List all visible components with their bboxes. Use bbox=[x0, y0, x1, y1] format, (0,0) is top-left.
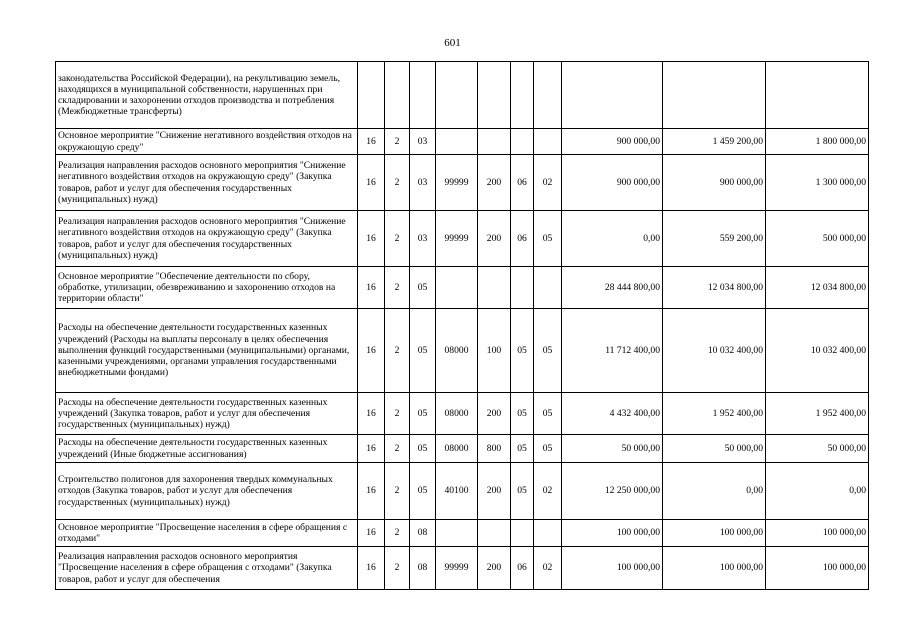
amount-year-3: 100 000,00 bbox=[766, 547, 869, 590]
program-code: 16 bbox=[358, 547, 385, 590]
program-code: 16 bbox=[358, 155, 385, 211]
program-code: 16 bbox=[358, 393, 385, 435]
subprogram-code: 2 bbox=[385, 520, 410, 547]
section-code: 06 bbox=[511, 211, 534, 267]
program-code bbox=[358, 62, 385, 129]
event-code: 05 bbox=[410, 267, 436, 309]
expense-type-code: 800 bbox=[478, 435, 511, 463]
subprogram-code: 2 bbox=[385, 435, 410, 463]
event-code: 05 bbox=[410, 463, 436, 520]
table-row bbox=[56, 62, 869, 129]
subprogram-code: 2 bbox=[385, 309, 410, 393]
direction-code bbox=[436, 520, 478, 547]
table-row bbox=[56, 393, 869, 435]
subsection-code: 05 bbox=[534, 309, 562, 393]
amount-year-1: 100 000,00 bbox=[562, 547, 663, 590]
expense-type-code: 200 bbox=[478, 211, 511, 267]
row-name: Основное мероприятие "Обеспечение деятельности по сбору, обработке, утилизации, обезвреживанию и захоронению отходов на территории области" bbox=[56, 267, 358, 309]
amount-year-1: 28 444 800,00 bbox=[562, 267, 663, 309]
program-code: 16 bbox=[358, 520, 385, 547]
event-code bbox=[410, 62, 436, 129]
amount-year-2: 1 952 400,00 bbox=[663, 393, 766, 435]
amount-year-3: 1 800 000,00 bbox=[766, 129, 869, 155]
subprogram-code: 2 bbox=[385, 155, 410, 211]
amount-year-2: 50 000,00 bbox=[663, 435, 766, 463]
expense-type-code: 200 bbox=[478, 463, 511, 520]
amount-year-1: 900 000,00 bbox=[562, 129, 663, 155]
row-name: Основное мероприятие "Снижение негативного воздействия отходов на окружающую среду" bbox=[56, 129, 358, 155]
section-code bbox=[511, 62, 534, 129]
table-row bbox=[56, 155, 869, 211]
event-code: 05 bbox=[410, 435, 436, 463]
amount-year-2: 0,00 bbox=[663, 463, 766, 520]
amount-year-3: 12 034 800,00 bbox=[766, 267, 869, 309]
subsection-code bbox=[534, 62, 562, 129]
subsection-code bbox=[534, 129, 562, 155]
amount-year-3: 0,00 bbox=[766, 463, 869, 520]
subprogram-code: 2 bbox=[385, 463, 410, 520]
event-code: 03 bbox=[410, 211, 436, 267]
amount-year-2: 12 034 800,00 bbox=[663, 267, 766, 309]
row-name: Реализация направления расходов основного мероприятия "Снижение негативного воздействия отходов на окружающую среду" (Закупка товаров, работ и услуг для обеспечения государственных (муниципальных) нужд) bbox=[56, 155, 358, 211]
subsection-code: 02 bbox=[534, 463, 562, 520]
direction-code bbox=[436, 267, 478, 309]
amount-year-3: 10 032 400,00 bbox=[766, 309, 869, 393]
amount-year-2: 100 000,00 bbox=[663, 547, 766, 590]
subsection-code: 02 bbox=[534, 547, 562, 590]
expense-type-code bbox=[478, 520, 511, 547]
section-code bbox=[511, 129, 534, 155]
expense-type-code: 200 bbox=[478, 393, 511, 435]
expense-type-code: 200 bbox=[478, 155, 511, 211]
amount-year-3: 1 952 400,00 bbox=[766, 393, 869, 435]
expense-type-code bbox=[478, 267, 511, 309]
table-row bbox=[56, 435, 869, 463]
direction-code: 99999 bbox=[436, 547, 478, 590]
row-name: Реализация направления расходов основного мероприятия "Просвещение населения в сфере обращения с отходами" (Закупка товаров, работ и услуг для обеспечения bbox=[56, 547, 358, 590]
expense-type-code: 100 bbox=[478, 309, 511, 393]
subprogram-code: 2 bbox=[385, 267, 410, 309]
amount-year-1: 4 432 400,00 bbox=[562, 393, 663, 435]
event-code: 03 bbox=[410, 129, 436, 155]
expense-type-code: 200 bbox=[478, 547, 511, 590]
section-code: 06 bbox=[511, 155, 534, 211]
program-code: 16 bbox=[358, 211, 385, 267]
row-name: Расходы на обеспечение деятельности государственных казенных учреждений (Закупка товаров, работ и услуг для обеспечения государственных (муниципальных) нужд) bbox=[56, 393, 358, 435]
amount-year-3: 1 300 000,00 bbox=[766, 155, 869, 211]
row-name: Основное мероприятие "Просвещение населения в сфере обращения с отходами" bbox=[56, 520, 358, 547]
amount-year-2: 559 200,00 bbox=[663, 211, 766, 267]
program-code: 16 bbox=[358, 267, 385, 309]
amount-year-1 bbox=[562, 62, 663, 129]
event-code: 03 bbox=[410, 155, 436, 211]
amount-year-1: 11 712 400,00 bbox=[562, 309, 663, 393]
subprogram-code bbox=[385, 62, 410, 129]
direction-code: 08000 bbox=[436, 309, 478, 393]
subsection-code: 05 bbox=[534, 393, 562, 435]
subsection-code: 02 bbox=[534, 155, 562, 211]
subsection-code bbox=[534, 267, 562, 309]
section-code bbox=[511, 267, 534, 309]
amount-year-2 bbox=[663, 62, 766, 129]
subsection-code: 05 bbox=[534, 435, 562, 463]
subsection-code: 05 bbox=[534, 211, 562, 267]
section-code bbox=[511, 520, 534, 547]
row-name: законодательства Российской Федерации), на рекультивацию земель, находящихся в муниципальной собственности, нарушенных при складировании и захоронении отходов производства и потребления (Межбюджетные трансферты) bbox=[56, 62, 358, 129]
table-row bbox=[56, 547, 869, 590]
amount-year-2: 100 000,00 bbox=[663, 520, 766, 547]
subprogram-code: 2 bbox=[385, 393, 410, 435]
program-code: 16 bbox=[358, 463, 385, 520]
table-row bbox=[56, 520, 869, 547]
amount-year-3 bbox=[766, 62, 869, 129]
row-name: Расходы на обеспечение деятельности государственных казенных учреждений (Расходы на выплаты персоналу в целях обеспечения выполнения функций государственными (муниципальными) органами, казенными учреждениями, органами управления государственными внебюджетными фондами) bbox=[56, 309, 358, 393]
amount-year-1: 900 000,00 bbox=[562, 155, 663, 211]
row-name: Расходы на обеспечение деятельности государственных казенных учреждений (Иные бюджетные ассигнования) bbox=[56, 435, 358, 463]
direction-code: 99999 bbox=[436, 155, 478, 211]
subsection-code bbox=[534, 520, 562, 547]
subprogram-code: 2 bbox=[385, 211, 410, 267]
table-row bbox=[56, 267, 869, 309]
section-code: 05 bbox=[511, 309, 534, 393]
direction-code: 40100 bbox=[436, 463, 478, 520]
amount-year-1: 12 250 000,00 bbox=[562, 463, 663, 520]
amount-year-2: 1 459 200,00 bbox=[663, 129, 766, 155]
direction-code: 99999 bbox=[436, 211, 478, 267]
amount-year-2: 10 032 400,00 bbox=[663, 309, 766, 393]
section-code: 05 bbox=[511, 393, 534, 435]
expense-type-code bbox=[478, 129, 511, 155]
direction-code: 08000 bbox=[436, 435, 478, 463]
page-number: 601 bbox=[444, 37, 461, 49]
row-name: Реализация направления расходов основного мероприятия "Снижение негативного воздействия отходов на окружающую среду" (Закупка товаров, работ и услуг для обеспечения государственных (муниципальных) нужд) bbox=[56, 211, 358, 267]
table-row bbox=[56, 463, 869, 520]
amount-year-3: 50 000,00 bbox=[766, 435, 869, 463]
event-code: 08 bbox=[410, 520, 436, 547]
amount-year-3: 500 000,00 bbox=[766, 211, 869, 267]
program-code: 16 bbox=[358, 309, 385, 393]
subprogram-code: 2 bbox=[385, 129, 410, 155]
event-code: 08 bbox=[410, 547, 436, 590]
amount-year-2: 900 000,00 bbox=[663, 155, 766, 211]
direction-code: 08000 bbox=[436, 393, 478, 435]
section-code: 05 bbox=[511, 463, 534, 520]
section-code: 05 bbox=[511, 435, 534, 463]
event-code: 05 bbox=[410, 393, 436, 435]
program-code: 16 bbox=[358, 129, 385, 155]
event-code: 05 bbox=[410, 309, 436, 393]
table-row bbox=[56, 309, 869, 393]
amount-year-1: 100 000,00 bbox=[562, 520, 663, 547]
amount-year-1: 0,00 bbox=[562, 211, 663, 267]
section-code: 06 bbox=[511, 547, 534, 590]
direction-code bbox=[436, 62, 478, 129]
row-name: Строительство полигонов для захоронения твердых коммунальных отходов (Закупка товаров, работ и услуг для обеспечения государственных (муниципальных) нужд) bbox=[56, 463, 358, 520]
amount-year-3: 100 000,00 bbox=[766, 520, 869, 547]
program-code: 16 bbox=[358, 435, 385, 463]
budget-table bbox=[55, 61, 869, 590]
table-row bbox=[56, 211, 869, 267]
table-row bbox=[56, 129, 869, 155]
expense-type-code bbox=[478, 62, 511, 129]
amount-year-1: 50 000,00 bbox=[562, 435, 663, 463]
direction-code bbox=[436, 129, 478, 155]
subprogram-code: 2 bbox=[385, 547, 410, 590]
